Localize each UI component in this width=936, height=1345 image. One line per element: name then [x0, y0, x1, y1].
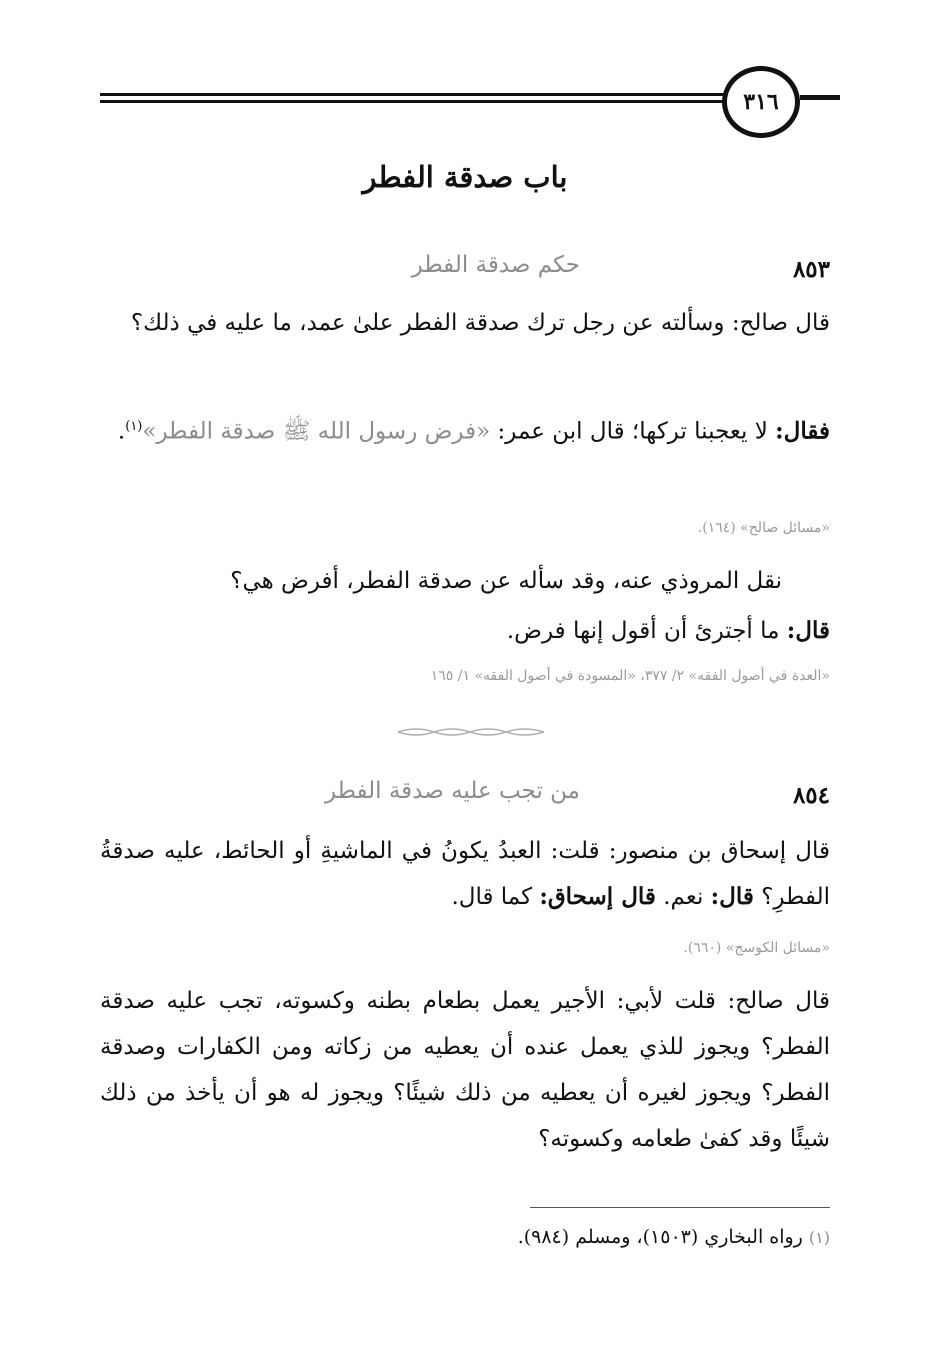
paragraph-text: .: [117, 418, 126, 445]
page-number: ٣١٦: [722, 66, 800, 138]
paragraph-text: نعم.: [655, 884, 711, 910]
paragraph: [100, 404, 830, 455]
paragraph: قال صالح: قلت لأبي: الأجير يعمل بطعام بطنه وكسوته، تجب عليه صدقة الفطر؟ ويجوز للذي يعمل عنده أن يعطيه من زكاته ومن الكفارات وصدقة الفطر؟ ويجوز لغيره أن يعطيه من ذلك شيئًا؟ ويجوز له هو أن يأخذ من ذلك شيئًا وقد كفىٰ طعامه وكسوته؟: [100, 988, 830, 1152]
footnote-text: رواه البخاري (١٥٠٣)، ومسلم (٩٨٤).: [517, 1226, 809, 1248]
page-header: [100, 66, 840, 132]
speaker-label: قال:: [710, 883, 754, 910]
paragraph-text: لا يعجبنا تركها؛ قال ابن عمر:: [490, 418, 776, 445]
section-title: من تجب عليه صدقة الفطر: [324, 778, 580, 804]
source-citation: «مسائل صالح» (١٦٤).: [697, 520, 830, 536]
chapter-title: باب صدقة الفطر: [362, 160, 568, 194]
section-number: ٨٥٤: [792, 782, 830, 809]
speaker-label: قال إسحاق:: [539, 883, 656, 910]
section-title: حكم صدقة الفطر: [411, 252, 580, 278]
source-citation: «العدة في أصول الفقه» ٢/ ٣٧٧، «المسودة في أصول الفقه» ١/ ١٦٥: [430, 668, 830, 684]
source-citation: «مسائل الكوسج» (٦٦٠).: [683, 940, 830, 956]
paragraph: نقل المروذي عنه، وقد سأله عن صدقة الفطر، أفرض هي؟: [230, 568, 782, 594]
section-heading: [100, 774, 830, 824]
header-rule: [100, 100, 725, 103]
paragraph: قال صالح: وسألته عن رجل ترك صدقة الفطر علىٰ عمد، ما عليه في ذلك؟: [130, 310, 830, 336]
footnote-number: (١): [808, 1228, 830, 1247]
section-heading: [100, 248, 830, 298]
header-rule: [100, 93, 725, 96]
footnote-rule: [530, 1207, 830, 1208]
hadith-quote: «فرض رسول الله ﷺ صدقة الفطر»: [142, 418, 491, 445]
footnote-ref: (١): [125, 419, 143, 434]
footnote: [100, 1222, 830, 1253]
paragraph-text: قال إسحاق بن منصور: قلت: العبدُ يكونُ في الماشيةِ أو الحائط، عليه صدقةُ الفطرِ؟: [100, 838, 830, 910]
paragraph-text: ما أجترئ أن أقول إنها فرض.: [506, 618, 787, 644]
section-number: ٨٥٣: [792, 256, 830, 283]
speaker-label: قال:: [786, 617, 830, 644]
paragraph: [100, 608, 830, 654]
paragraph: [100, 828, 830, 920]
paragraph-text: كما قال.: [451, 884, 540, 910]
ornament-divider: [396, 726, 546, 738]
header-rule: [800, 95, 840, 100]
speaker-label: فقال:: [775, 417, 830, 445]
